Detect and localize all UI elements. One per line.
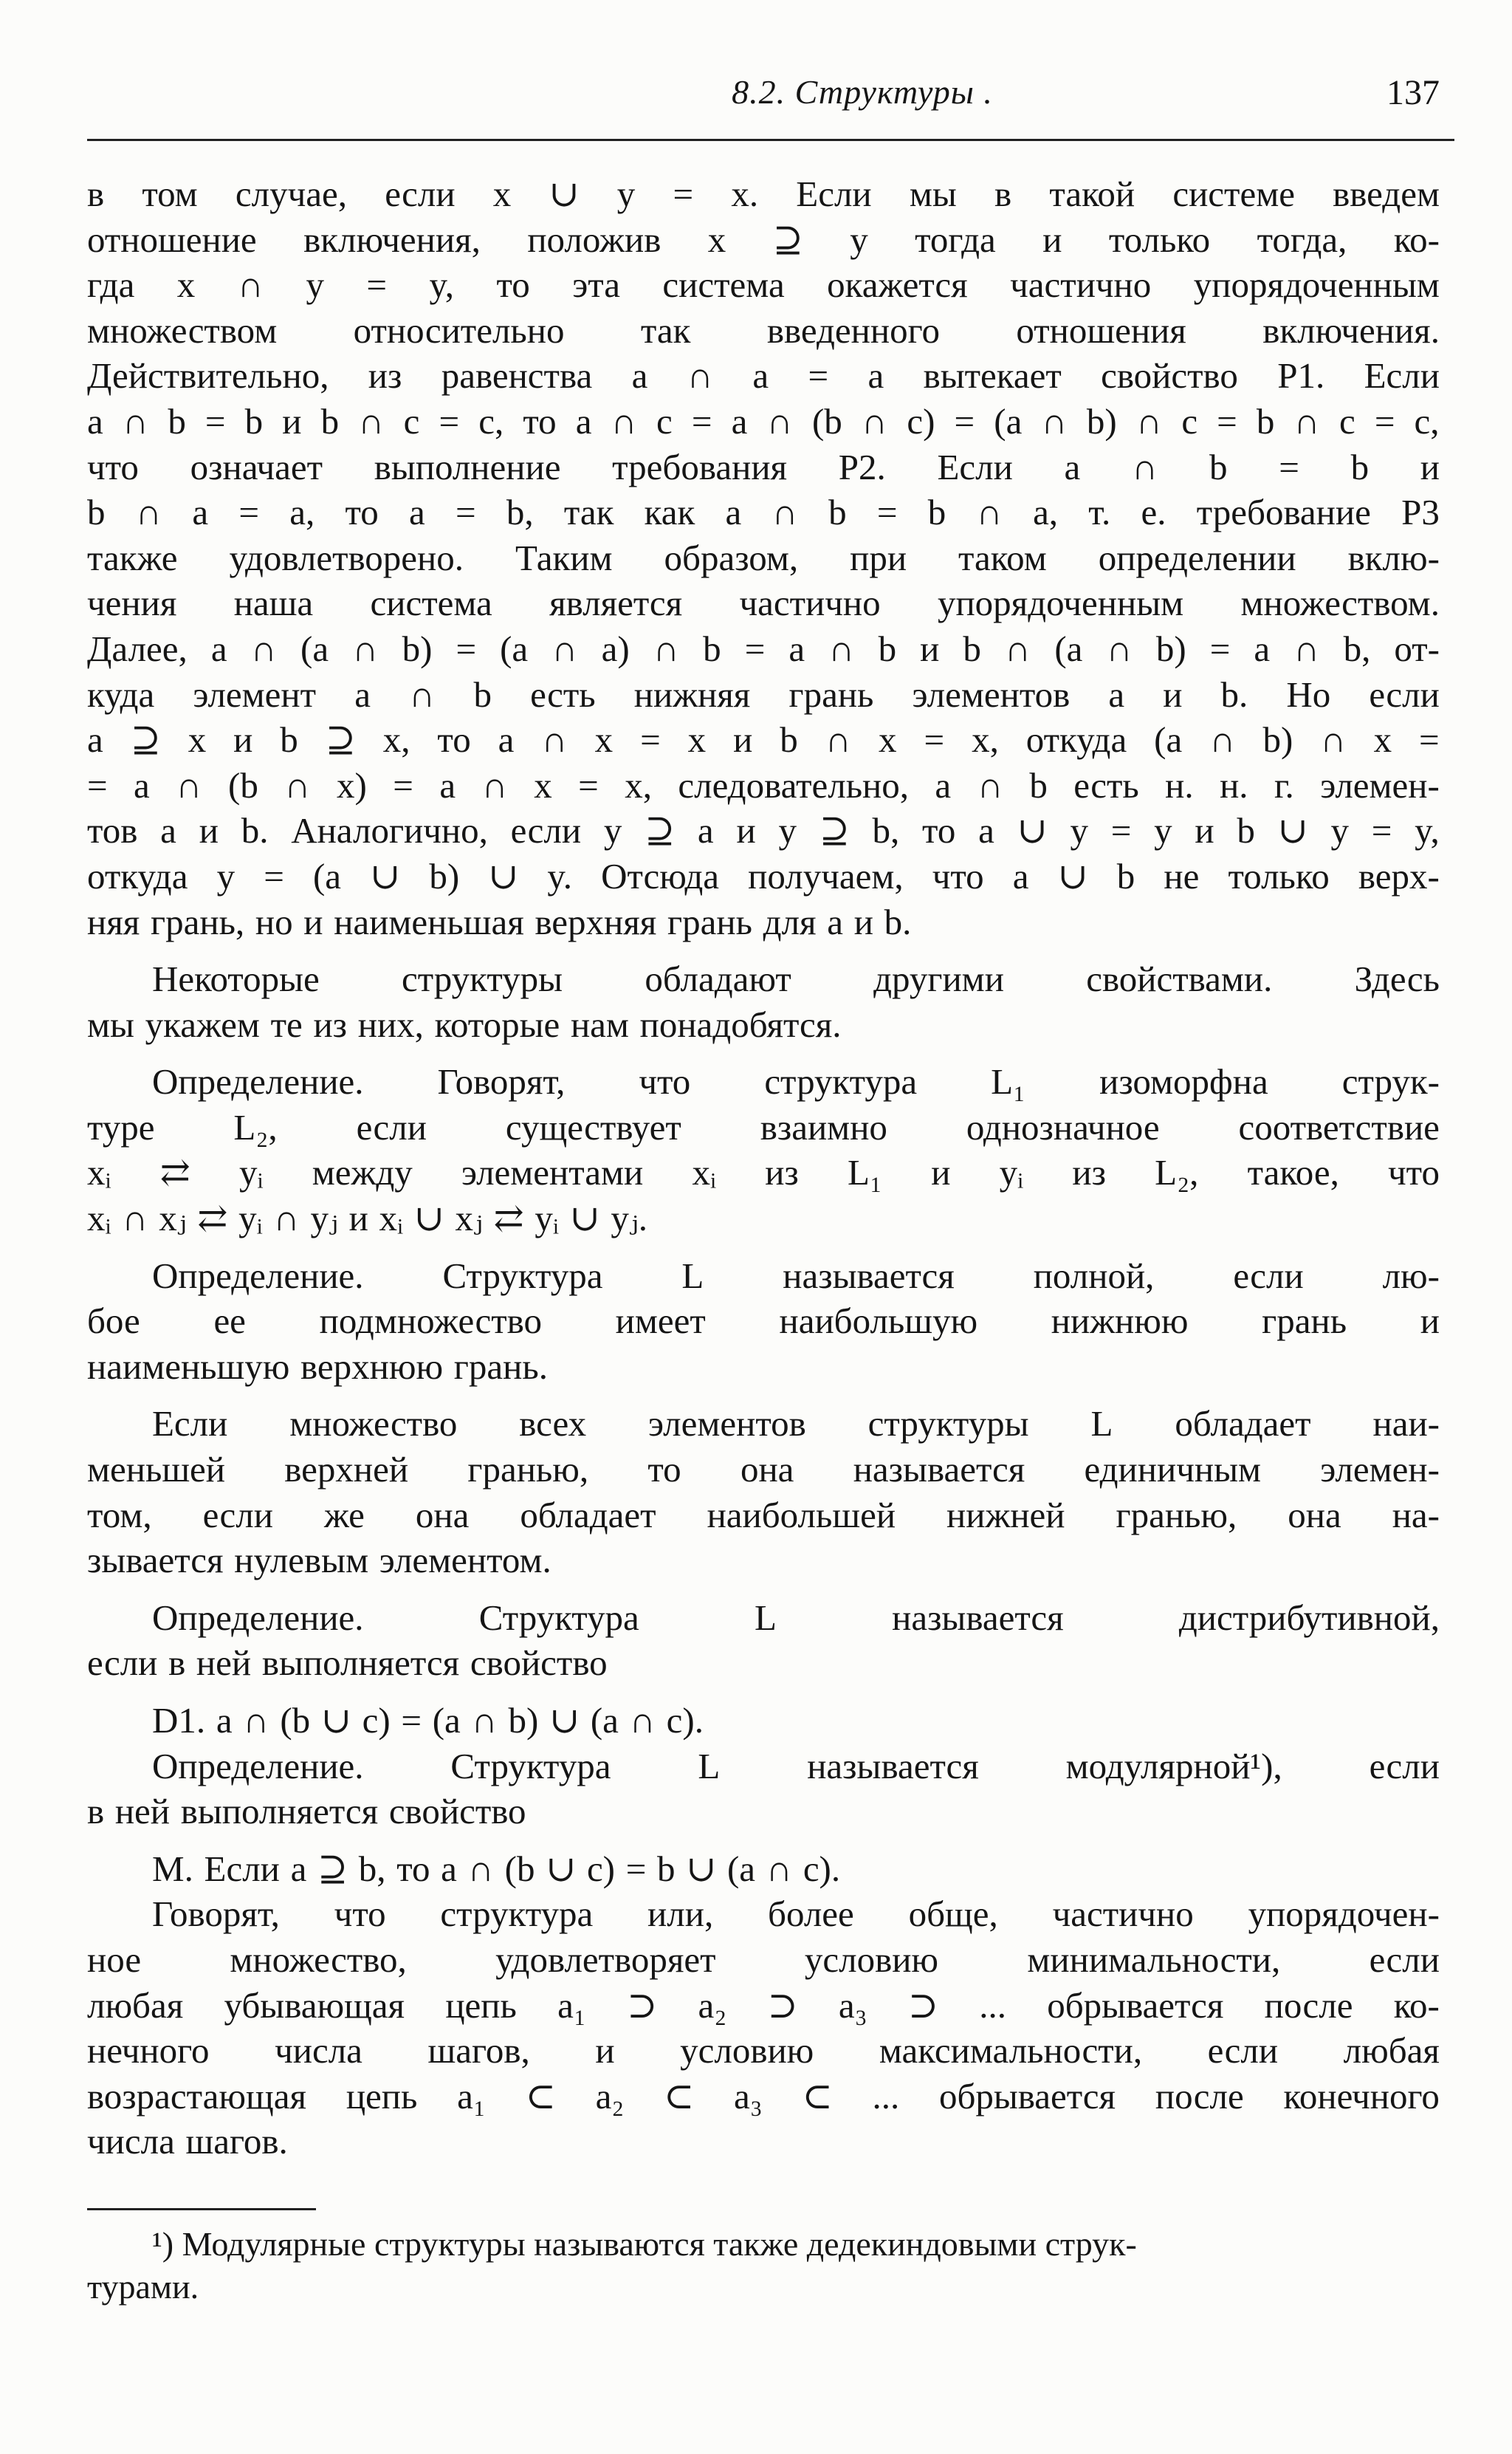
text-line: гда x ∩ y = y, то эта система окажется частично упорядоченным [87,264,1440,306]
text-line: в том случае, если x ∪ y = x. Если мы в такой системе введем [87,174,1440,214]
text-line: нечного числа шагов, и условию максимальности, если любая [87,2030,1440,2071]
text-line: Определение. Структура L называется дистрибутивной, [152,1597,1440,1638]
text-line: Определение. Говорят, что структура L₁ изоморфна струк- [152,1061,1440,1103]
text-line: b ∩ a = a, то a = b, так как a ∩ b = b ∩ a, т. е. требование P3 [87,492,1440,533]
text-line: зывается нулевым элементом. [87,1540,551,1581]
footnote-line: турами. [87,2268,199,2306]
footnote-rule [87,2208,316,2210]
text-line: меньшей верхней гранью, то она называется единичным элемен- [87,1449,1440,1490]
text-line: Определение. Структура L называется модулярной¹), если [152,1745,1440,1786]
paragraph-gap [87,1241,1440,1253]
text-line: множеством относительно так введенного отношения включения. [87,309,1440,351]
running-title: 8.2. Структуры . [732,73,993,111]
text-line: откуда y = (a ∪ b) ∪ y. Отсюда получаем, что a ∪ b не только верх- [87,855,1440,897]
text-line: куда элемент a ∩ b есть нижняя грань элементов a и b. Но если [87,674,1440,715]
text-line: чения наша система является частично упорядоченным множеством. [87,583,1440,624]
text-line: если в ней выполняется свойство [87,1642,608,1684]
text-line: D1. a ∩ (b ∪ c) = (a ∩ b) ∪ (a ∩ c). [152,1700,704,1741]
text-line: Говорят, что структура или, более обще, частично упорядочен- [152,1893,1440,1935]
paragraph-gap [87,1389,1440,1401]
text-line: тов a и b. Аналогично, если y ⊇ a и y ⊇ b, то a ∪ y = y и b ∪ y = y, [87,810,1440,851]
text-line: в ней выполняется свойство [87,1791,526,1832]
text-line: Действительно, из равенства a ∩ a = a вытекает свойство P1. Если [87,355,1440,397]
text-line: возрастающая цепь a₁ ⊂ a₂ ⊂ a₃ ⊂ ... обрывается после конечного [87,2075,1440,2117]
paragraph-gap [87,1834,1440,1846]
text-line: xᵢ ⇄ yᵢ между элементами xᵢ из L₁ и yᵢ из L₂, такое, что [87,1152,1440,1193]
paragraph-gap [87,1686,1440,1698]
text-line: мы укажем те из них, которые нам понадобятся. [87,1004,842,1045]
text-line: a ⊇ x и b ⊇ x, то a ∩ x = x и b ∩ x = x, откуда (a ∩ b) ∩ x = [87,719,1440,761]
text-line: туре L₂, если существует взаимно однозначное соответствие [87,1106,1440,1148]
text-line: Далее, a ∩ (a ∩ b) = (a ∩ a) ∩ b = a ∩ b и b ∩ (a ∩ b) = a ∩ b, от- [87,628,1440,669]
text-line: также удовлетворено. Таким образом, при таком определении вклю- [87,537,1440,578]
text-line: Если множество всех элементов структуры L обладает наи- [152,1403,1440,1444]
text-line: что означает выполнение требования P2. Если a ∩ b = b и [87,446,1440,487]
text-line: бое ее подмножество имеет наибольшую нижнюю грань и [87,1300,1440,1342]
text-line: ное множество, удовлетворяет условию минимальности, если [87,1939,1440,1980]
text-line: числа шагов. [87,2121,288,2162]
page-number: 137 [1386,73,1440,112]
paragraph-gap [87,1047,1440,1059]
header-rule [87,139,1454,141]
footnote-line: ¹) Модулярные структуры называются также дедекиндовыми струк- [152,2225,1137,2263]
footnote [87,2223,1440,2309]
text-line: Некоторые структуры обладают другими свойствами. Здесь [152,959,1440,1000]
text-line: отношение включения, положив x ⊇ y тогда и только тогда, ко- [87,219,1440,260]
text-line: любая убывающая цепь a₁ ⊃ a₂ ⊃ a₃ ⊃ ... обрывается после ко- [87,1984,1440,2026]
text-line: M. Если a ⊇ b, то a ∩ (b ∪ c) = b ∪ (a ∩ c). [152,1848,841,1889]
running-header [87,72,1454,124]
text-line: a ∩ b = b и b ∩ c = c, то a ∩ c = a ∩ (b ∩ c) = (a ∩ b) ∩ c = b ∩ c = c, [87,400,1440,442]
text-line: = a ∩ (b ∩ x) = a ∩ x = x, следовательно, a ∩ b есть н. н. г. элемен- [87,764,1440,806]
text-line: няя грань, но и наименьшая верхняя грань для a и b. [87,901,912,942]
paragraph-gap [87,945,1440,956]
paragraph-gap [87,1583,1440,1595]
text-line: xᵢ ∩ xⱼ ⇄ yᵢ ∩ yⱼ и xᵢ ∪ xⱼ ⇄ yᵢ ∪ yⱼ. [87,1198,648,1239]
text-line: Определение. Структура L называется полной, если лю- [152,1255,1440,1296]
text-line: наименьшую верхнюю грань. [87,1346,548,1387]
text-line: том, если же она обладает наибольшей нижней гранью, она на- [87,1494,1440,1535]
main-text [87,171,1440,2165]
